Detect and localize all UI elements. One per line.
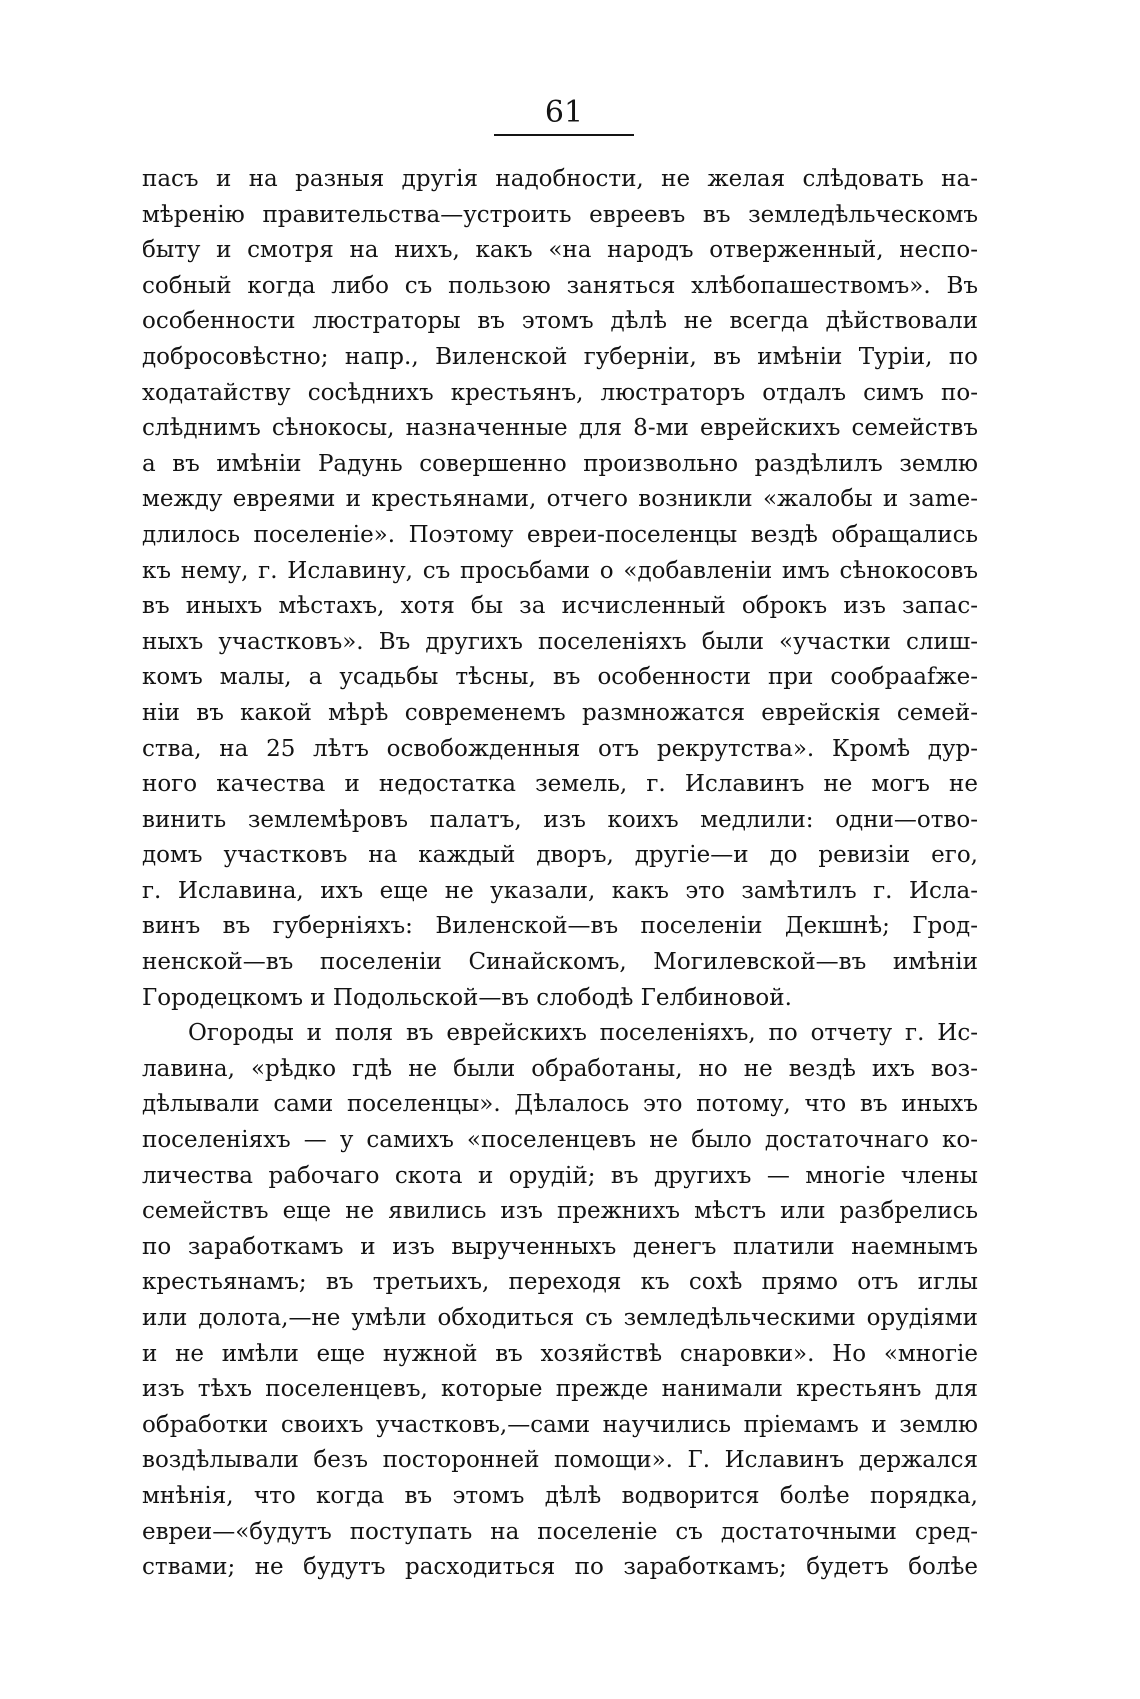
text-line: крестьянамъ; въ третьихъ, переходя къ сохѣ прямо отъ иглы bbox=[142, 1269, 978, 1296]
text-line: а въ имѣніи Радунь совершенно произвольно раздѣлилъ землю bbox=[142, 450, 978, 477]
text-line: въ иныхъ мѣстахъ, хотя бы за исчисленный оброкъ изъ запас- bbox=[142, 593, 978, 620]
text-line: ного качества и недостатка земель, г. Иславинъ не могъ не bbox=[142, 771, 978, 798]
text-line: ства, на 25 лѣтъ освобожденныя отъ рекрутства». Кромѣ дур- bbox=[142, 735, 978, 762]
text-line: длилось поселеніе». Поэтому евреи-поселенцы вездѣ обращались bbox=[142, 521, 978, 548]
text-line: изъ тѣхъ поселенцевъ, которые прежде нанимали крестьянъ для bbox=[142, 1376, 978, 1403]
text-line: ненской—въ поселеніи Синайскомъ, Могилевской—въ имѣніи bbox=[142, 949, 978, 976]
text-line: къ нему, г. Иславину, съ просьбами о «добавленіи имъ сѣнокосовъ bbox=[142, 557, 978, 584]
text-line: ніи въ какой мѣрѣ современемъ размножатся еврейскія семей- bbox=[142, 699, 978, 726]
text-line: мнѣнія, что когда въ этомъ дѣлѣ водворится болѣе порядка, bbox=[142, 1482, 978, 1509]
paragraph-start-line: Огороды и поля въ еврейскихъ поселеніяхъ, по отчету г. Ис- bbox=[188, 1020, 978, 1047]
text-line: г. Иславина, ихъ еще не указали, какъ это замѣтилъ г. Исла- bbox=[142, 877, 978, 904]
text-line: между евреями и крестьянами, отчего возникли «жалобы и зame- bbox=[142, 486, 978, 513]
body-text bbox=[142, 162, 978, 1586]
text-line: и не имѣли еще нужной въ хозяйствѣ снаровки». Но «многіе bbox=[142, 1340, 978, 1367]
text-line: винить землемѣровъ палатъ, изъ коихъ медлили: одни—отво- bbox=[142, 806, 978, 833]
text-line: или долота,—не умѣли обходиться съ земледѣльческими орудіями bbox=[142, 1305, 978, 1331]
text-line: лавина, «рѣдко гдѣ не были обработаны, но не вездѣ ихъ воз- bbox=[142, 1055, 978, 1082]
text-line: ныхъ участковъ». Въ другихъ поселеніяхъ были «участки слиш- bbox=[142, 628, 978, 655]
text-line: поселеніяхъ — у самихъ «поселенцевъ не было достаточнаго ко- bbox=[142, 1127, 978, 1154]
text-line: обработки своихъ участковъ,—сами научились пріемамъ и землю bbox=[142, 1411, 978, 1438]
text-line: ходатайству сосѣднихъ крестьянъ, люстраторъ отдалъ симъ по- bbox=[142, 379, 978, 406]
text-line: комъ малы, а усадьбы тѣсны, въ особенности при сообраafже- bbox=[142, 664, 978, 691]
header-rule bbox=[494, 134, 634, 136]
text-line: собный когда либо съ пользою заняться хлѣбопашествомъ». Въ bbox=[142, 272, 978, 299]
text-line: домъ участковъ на каждый дворъ, другіе—и до ревизіи его, bbox=[142, 842, 978, 869]
text-line: евреи—«будутъ поступать на поселеніе съ достаточными сред- bbox=[142, 1518, 978, 1545]
text-line: дѣлывали сами поселенцы». Дѣлалось это потому, что въ иныхъ bbox=[142, 1091, 978, 1118]
text-line: ствами; не будутъ расходиться по заработкамъ; будетъ болѣе bbox=[142, 1554, 978, 1581]
text-line: личества рабочаго скота и орудій; въ другихъ — многіе члены bbox=[142, 1162, 978, 1189]
text-line: винъ въ губерніяхъ: Виленской—въ поселеніи Декшнѣ; Грод- bbox=[142, 913, 978, 940]
text-line: особенности люстраторы въ этомъ дѣлѣ не всегда дѣйствовали bbox=[142, 308, 978, 335]
text-line: воздѣлывали безъ посторонней помощи». Г. Иславинъ держался bbox=[142, 1447, 978, 1474]
text-line: пасъ и на разныя другія надобности, не желая слѣдовать на- bbox=[142, 166, 978, 192]
text-line: слѣднимъ сѣнокосы, назначенные для 8-ми еврейскихъ семействъ bbox=[142, 415, 978, 442]
page-number: 61 bbox=[544, 95, 584, 130]
paragraph-end-line: Городецкомъ и Подольской—въ слободѣ Гелбиновой. bbox=[142, 984, 792, 1011]
text-line: по заработкамъ и изъ вырученныхъ денегъ платили наемнымъ bbox=[142, 1233, 978, 1260]
text-line: добросовѣстно; напр., Виленской губерніи, въ имѣніи Туріи, по bbox=[142, 343, 978, 370]
text-line: быту и смотря на нихъ, какъ «на народъ отверженный, неспо- bbox=[142, 237, 978, 264]
text-line: семействъ еще не явились изъ прежнихъ мѣстъ или разбрелись bbox=[142, 1198, 978, 1225]
text-line: мѣренію правительства—устроить евреевъ въ земледѣльческомъ bbox=[142, 201, 978, 228]
